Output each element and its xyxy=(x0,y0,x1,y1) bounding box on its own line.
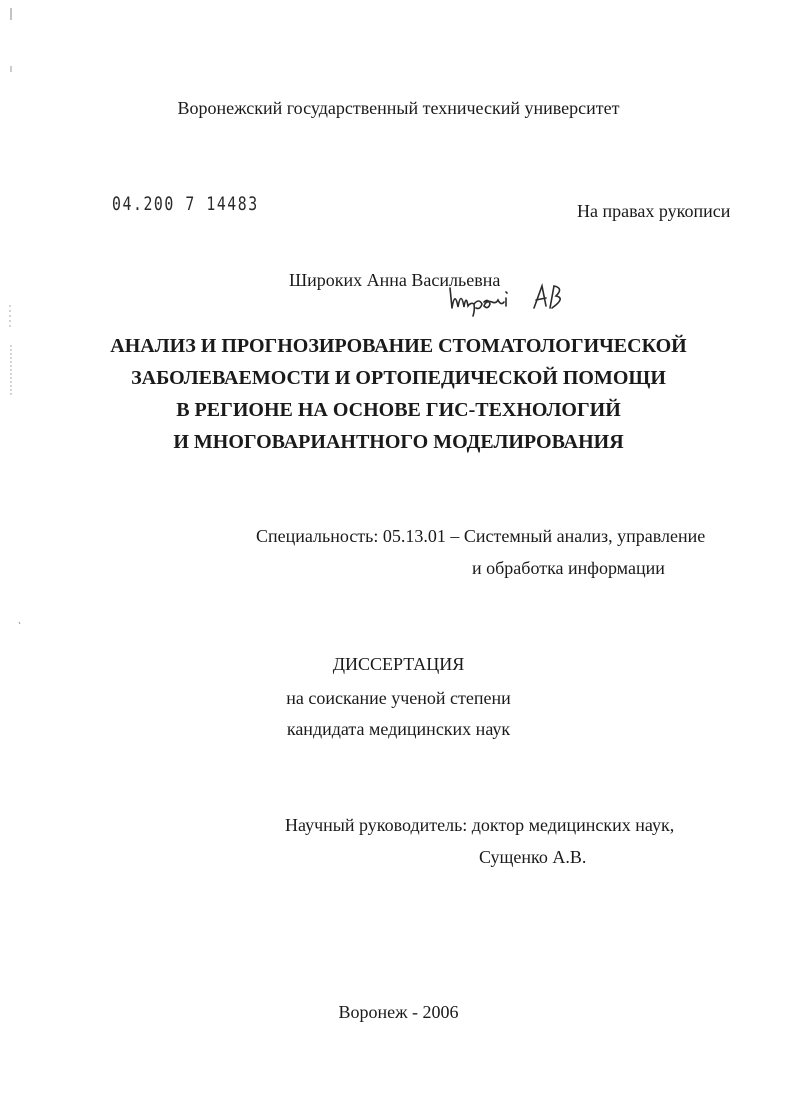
title-line-4: И МНОГОВАРИАНТНОГО МОДЕЛИРОВАНИЯ xyxy=(173,431,624,453)
degree-purpose: на соискание ученой степени xyxy=(286,688,511,708)
degree-name: кандидата медицинских наук xyxy=(286,719,511,739)
author-name: Широких Анна Васильевна xyxy=(289,270,501,290)
supervisor-name: Сущенко А.В. xyxy=(479,847,587,867)
specialty-line-2: и обработка информации xyxy=(472,558,665,578)
specialty-line-1: Специальность: 05.13.01 – Системный анализ, управление xyxy=(256,526,706,546)
title-line-3: В РЕГИОНЕ НА ОСНОВЕ ГИС-ТЕХНОЛОГИЙ xyxy=(176,399,621,421)
registration-stamp: 04.200 7 14483 xyxy=(112,193,259,215)
university-name: Воронежский государственный технический университет xyxy=(177,98,620,118)
title-line-2: ЗАБОЛЕВАЕМОСТИ И ОРТОПЕДИЧЕСКОЙ ПОМОЩИ xyxy=(131,367,666,389)
city-year: Воронеж - 2006 xyxy=(338,1002,459,1022)
supervisor-title: Научный руководитель: доктор медицинских наук, xyxy=(285,815,675,835)
dissertation-title xyxy=(0,330,797,458)
document-type: ДИССЕРТАЦИЯ xyxy=(332,654,465,674)
author-signature xyxy=(446,280,571,320)
title-line-1: АНАЛИЗ И ПРОГНОЗИРОВАНИЕ СТОМАТОЛОГИЧЕСКОЙ xyxy=(110,335,687,357)
rights-note: На правах рукописи xyxy=(577,201,731,221)
